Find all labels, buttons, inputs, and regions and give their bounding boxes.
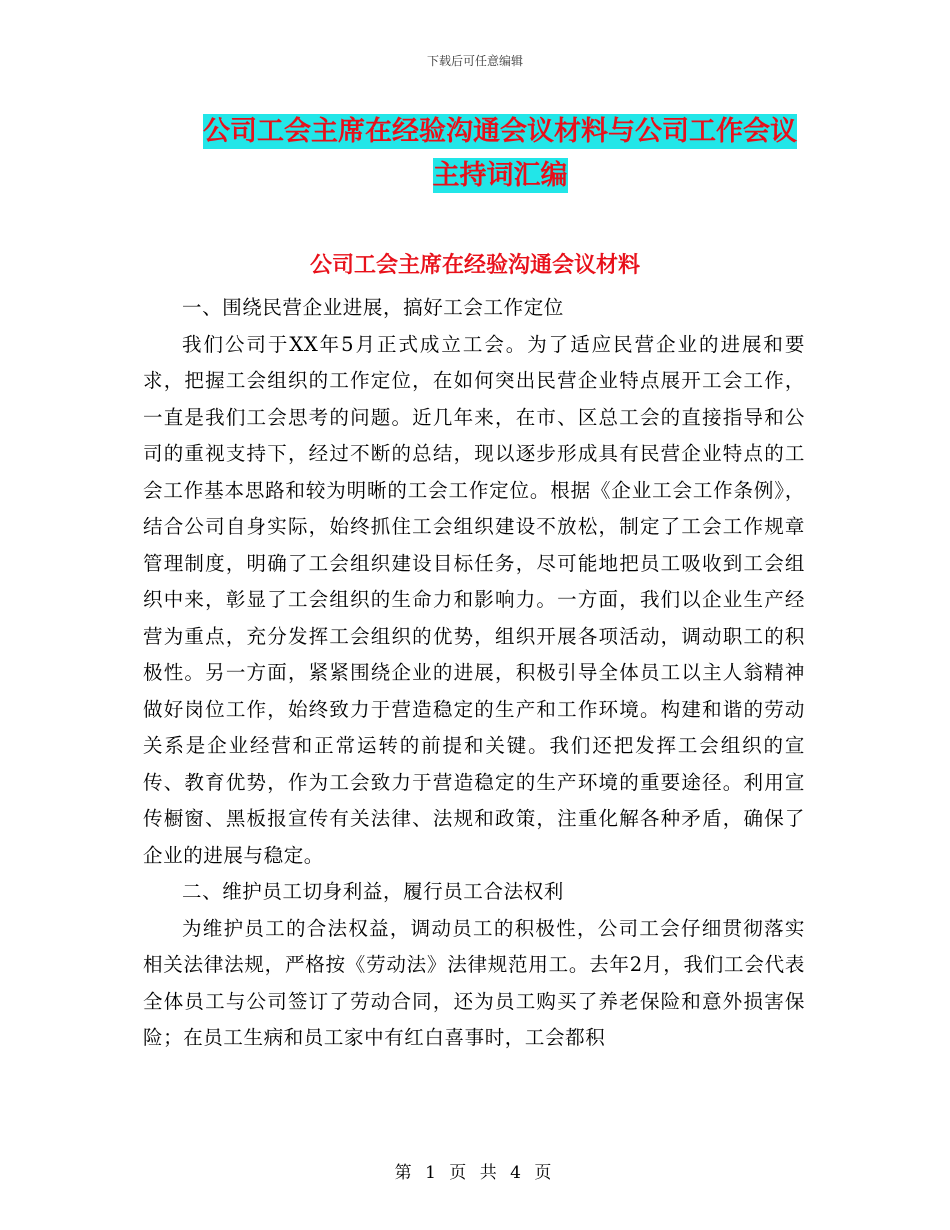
page-footer: 第 1 页 共 4 页 <box>394 1163 556 1183</box>
document-title-text: 公司工会主席在经验沟通会议材料与公司工作会议主持词汇编 <box>203 116 797 191</box>
section-title: 公司工会主席在经验沟通会议材料 <box>309 253 640 278</box>
heading-1: 一、围绕民营企业进展，搞好工会工作定位 <box>182 296 564 319</box>
header-note: 下载后可任意编辑 <box>426 54 523 68</box>
paragraph-1: 我们公司于XX年5月正式成立工会。为了适应民营企业的进展和要求，把握工会组织的工作定位，在如何突出民营企业特点展开工会工作，一直是我们工会思考的问题。近几年来，在市、区总工会的直接指导和公司的重视支持下，经过不断的总结，现以逐步形成具有民营企业特点的工会工作基本思路和较为明晰的工会工作定位。根据《企业工会工作条例》，结合公司自身实际，始终抓住工会组织建设不放松，制定了工会工作规章管理制度，明确了工会组织建设目标任务，尽可能地把员工吸收到工会组织中来，彰显了工会组织的生命力和影响力。一方面，我们以企业生产经营为重点，充分发挥工会组织的优势，组织开展各项活动，调动职工的积极性。另一方面，紧紧围绕企业的进展，积极引导全体员工以主人翁精神做好岗位工作，始终致力于营造稳定的生产和工作环境。构建和谐的劳动关系是企业经营和正常运转的前提和关键。我们还把发挥工会组织的宣传、教育优势，作为工会致力于营造稳定的生产环境的重要途径。利用宣传橱窗、黑板报宣传有关法律、法规和政策，注重化解各种矛盾，确保了企业的进展与稳定。 <box>143 332 805 867</box>
heading-2: 二、维护员工切身利益，履行员工合法权利 <box>182 880 564 903</box>
document-body <box>143 290 805 1057</box>
document-title <box>190 110 810 198</box>
paragraph-2: 为维护员工的合法权益，调动员工的积极性，公司工会仔细贯彻落实相关法律法规，严格按《劳动法》法律规范用工。去年2月，我们工会代表全体员工与公司签订了劳动合同，还为员工购买了养老保险和意外损害保险；在员工生病和员工家中有红白喜事时，工会都积 <box>143 916 805 1049</box>
